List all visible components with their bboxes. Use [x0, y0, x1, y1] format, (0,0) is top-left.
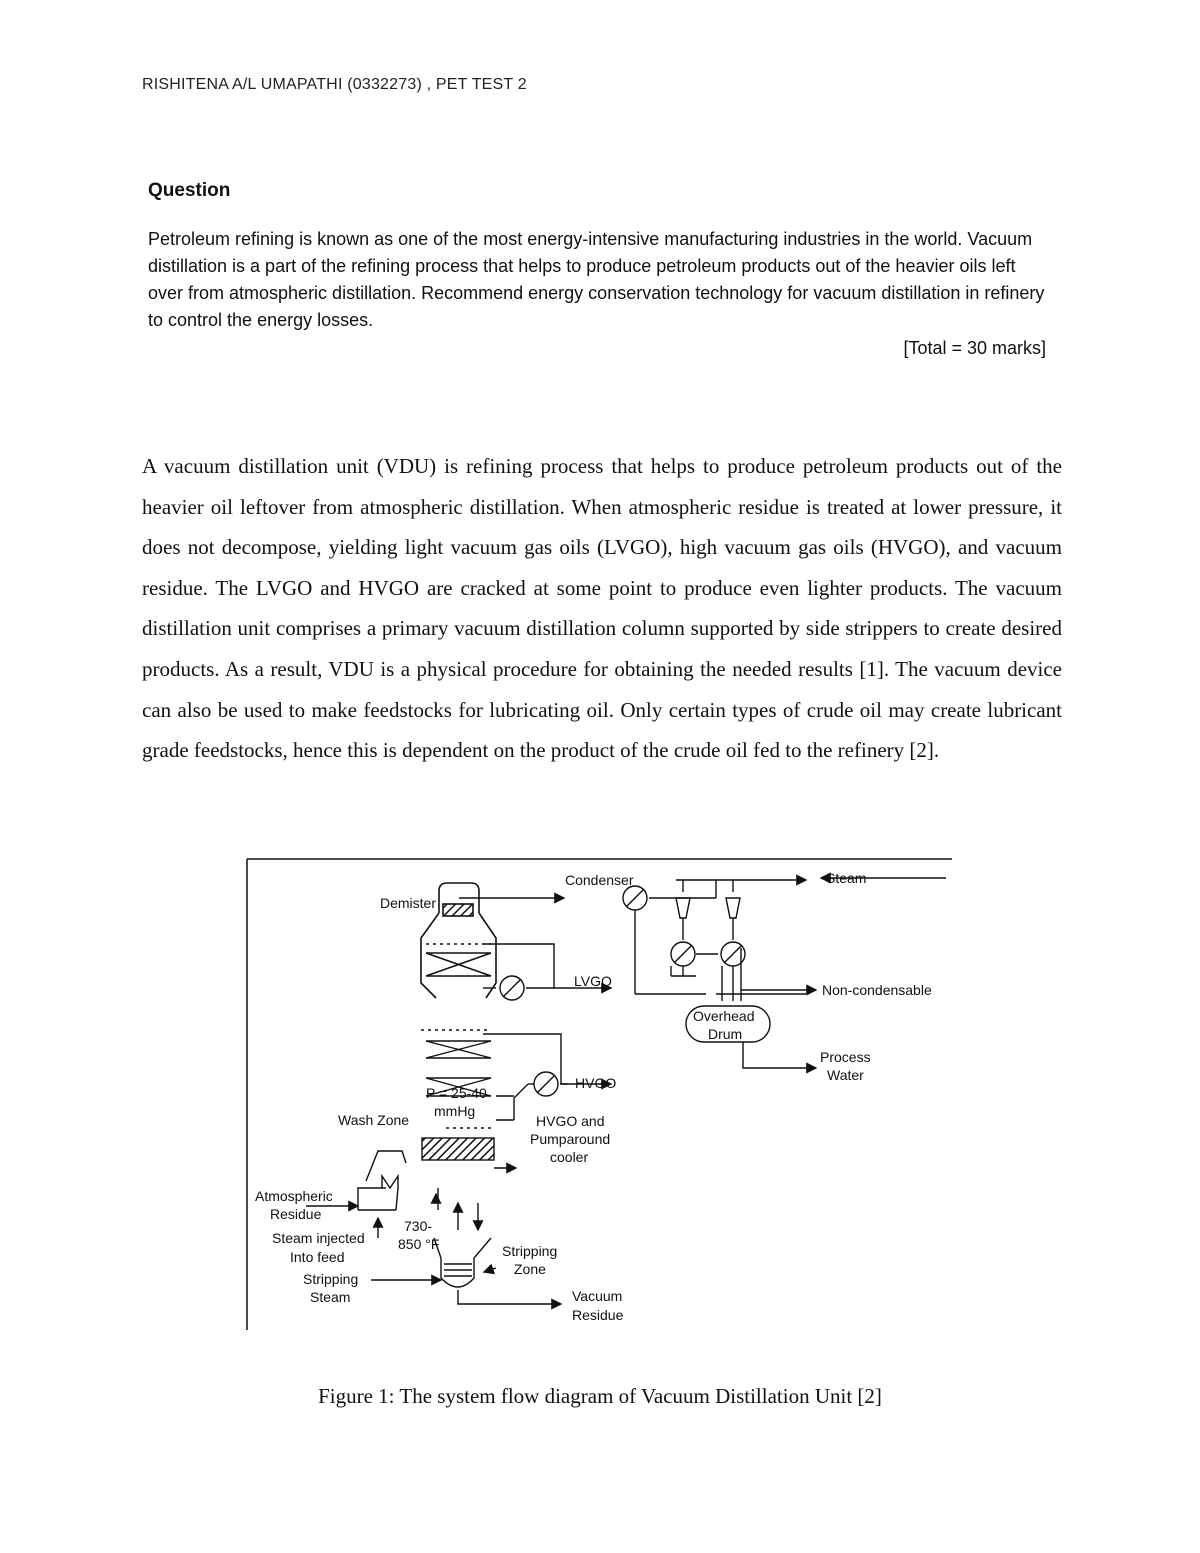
question-block: [148, 180, 1048, 359]
label-hvgo-and: HVGO and: [536, 1113, 605, 1129]
question-heading: Question: [148, 180, 231, 201]
label-stripping-zone-2: Zone: [514, 1261, 546, 1277]
label-temp-top: 730-: [404, 1218, 433, 1234]
label-residue: Residue: [270, 1206, 322, 1222]
answer-paragraph: A vacuum distillation unit (VDU) is refining process that helps to produce petroleum products out of the heavier oil leftover from atmospheric distillation. When atmospheric residue is treated at lower pressure, it does not decompose, yielding light vacuum gas oils (LVGO), high vacuum gas oils (HVGO), and vacuum residue. The LVGO and HVGO are cracked at some point to produce even lighter products. The vacuum distillation unit comprises a primary vacuum distillation column supported by side strippers to create desired products. As a result, VDU is a physical procedure for obtaining the needed results [1]. The vacuum device can also be used to make feedstocks for lubricating oil. Only certain types of crude oil may create lubricant grade feedstocks, hence this is dependent on the product of the crude oil fed to the refinery [2].: [142, 454, 1062, 763]
label-hvgo: HVGO: [575, 1075, 617, 1091]
label-steam-injected: Steam injected: [272, 1230, 365, 1246]
label-overhead: Overhead: [693, 1008, 755, 1024]
wash-zone-bed: [422, 1138, 494, 1160]
diagram-svg: [246, 858, 952, 1332]
label-pumparound: Pumparound: [530, 1131, 611, 1147]
label-demister: Demister: [380, 895, 437, 911]
lvgo-loop: [483, 944, 611, 1000]
label-vacuum: Vacuum: [572, 1288, 623, 1304]
label-drum: Drum: [708, 1026, 743, 1042]
label-lvgo: LVGO: [574, 973, 612, 989]
page-header: RISHITENA A/L UMAPATHI (0332273) , PET TEST 2: [142, 76, 527, 93]
label-pressure-unit: mmHg: [434, 1103, 476, 1119]
vdu-flow-diagram: [246, 858, 952, 1332]
label-into-feed: Into feed: [290, 1249, 345, 1265]
label-temp-bottom: 850 °F: [398, 1236, 440, 1252]
question-text: Petroleum refining is known as one of the most energy-intensive manufacturing industries in the world. Vacuum distillation is a part of the refining process that helps to produce petroleum products out of the heavier oils left over from atmospheric distillation. Recommend energy conservation technology for vacuum distillation in refinery to control the energy losses.: [148, 229, 1045, 330]
label-wash-zone: Wash Zone: [338, 1112, 410, 1128]
label-condenser: Condenser: [565, 872, 634, 888]
label-stripping-steam-1: Stripping: [303, 1271, 359, 1287]
label-stripping-steam-2: Steam: [310, 1289, 351, 1305]
label-vacuum-residue: Residue: [572, 1307, 624, 1323]
label-non-condensable: Non-condensable: [822, 982, 932, 998]
label-steam: Steam: [826, 870, 867, 886]
demister-pad: [443, 904, 473, 916]
label-pressure: P = 25-40: [426, 1085, 487, 1101]
label-process: Process: [820, 1049, 871, 1065]
figure-caption: Figure 1: The system flow diagram of Vacuum Distillation Unit [2]: [318, 1384, 882, 1408]
label-water: Water: [827, 1067, 864, 1083]
question-total-marks: [Total = 30 marks]: [903, 338, 1046, 358]
label-stripping-zone-1: Stripping: [502, 1243, 558, 1259]
label-cooler: cooler: [550, 1149, 589, 1165]
label-atmospheric: Atmospheric: [255, 1188, 333, 1204]
